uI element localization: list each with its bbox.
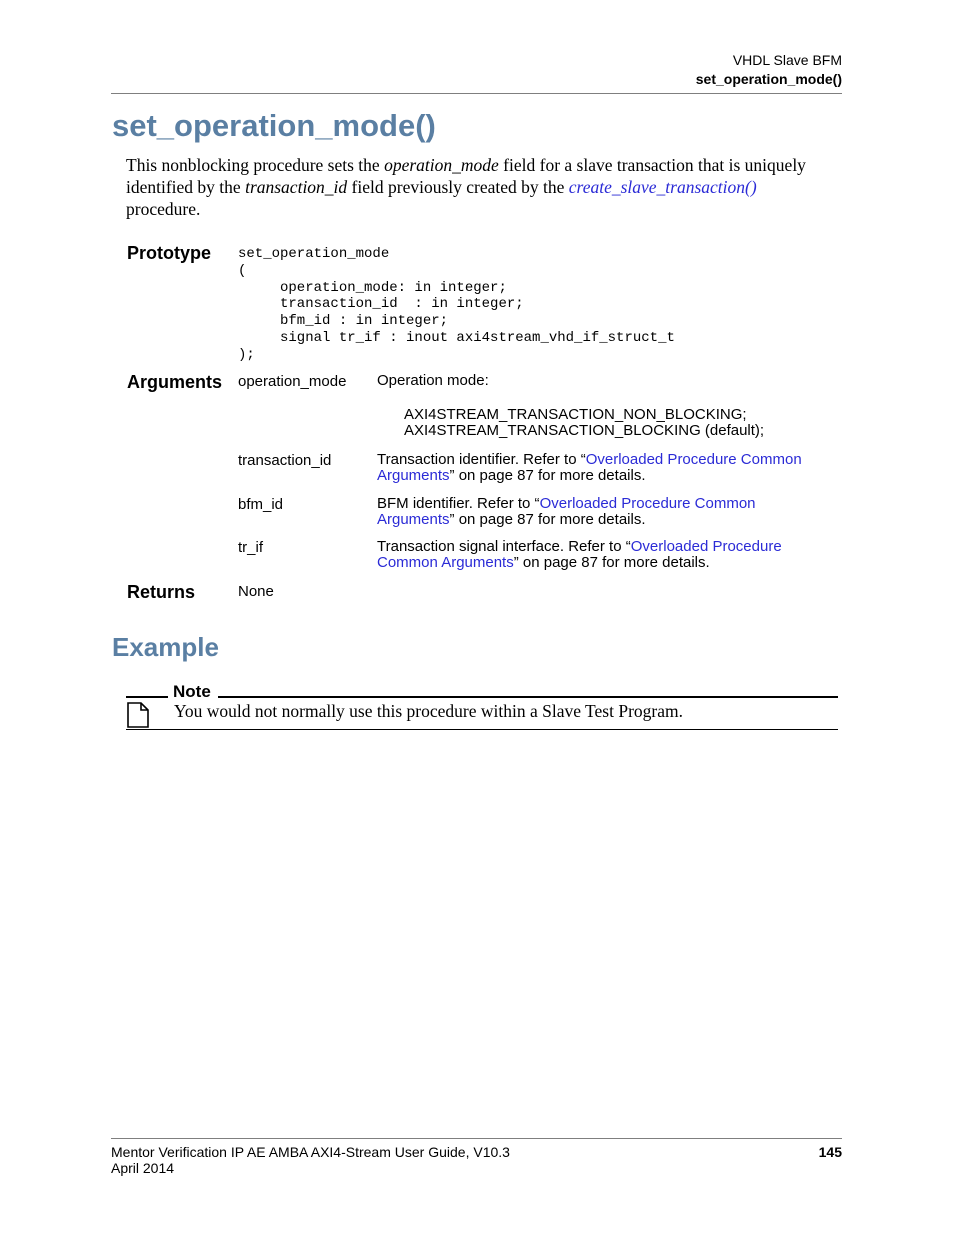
- arg-name-operation-mode: operation_mode: [238, 373, 347, 390]
- arguments-label: Arguments: [127, 372, 223, 392]
- note-text: You would not normally use this procedure within a Slave Test Program.: [174, 701, 683, 721]
- arg-desc-transaction-id: Transaction identifier. Refer to “Overloaded Procedure Common Arguments” on page 87 for more details.: [377, 451, 802, 484]
- arg-name-transaction-id: transaction_id: [238, 452, 332, 469]
- intro-paragraph: This nonblocking procedure sets the operation_mode field for a slave transaction that is uniquely identified by the transaction_id field previously created by the create_slave_transaction() procedure.: [126, 155, 806, 219]
- prototype-code: set_operation_mode ( operation_mode: in integer; transaction_id : in integer; bfm_id : in integer; signal tr_if : inout axi4stream_vhd_if_struct_t );: [238, 246, 675, 363]
- footer-date: April 2014: [111, 1160, 175, 1176]
- footer-rule: [111, 1138, 842, 1139]
- arg-desc-tr-if: Transaction signal interface. Refer to “Overloaded Procedure Common Arguments” on page 87 for more details.: [377, 538, 782, 571]
- note-rule-left: [126, 696, 168, 698]
- example-heading: Example: [112, 632, 219, 662]
- returns-value: None: [238, 583, 274, 600]
- note-title: Note: [173, 682, 211, 701]
- overloaded-args-link[interactable]: Overloaded Procedure Common Arguments: [377, 451, 802, 484]
- arg-desc-bfm-id: BFM identifier. Refer to “Overloaded Procedure Common Arguments” on page 87 for more details.: [377, 495, 756, 528]
- returns-label: Returns: [127, 582, 196, 602]
- note-bottom-rule: [126, 729, 838, 730]
- arg-name-tr-if: tr_if: [238, 539, 264, 556]
- operation-mode-value: AXI4STREAM_TRANSACTION_BLOCKING (default);: [404, 422, 765, 439]
- arg-name-bfm-id: bfm_id: [238, 496, 284, 513]
- footer-doc-info: [111, 1144, 510, 1176]
- prototype-label: Prototype: [127, 243, 212, 263]
- note-rule-right: [218, 696, 838, 698]
- operation-mode-value: AXI4STREAM_TRANSACTION_NON_BLOCKING;: [404, 406, 747, 423]
- running-header-subsection: set_operation_mode(): [695, 71, 842, 87]
- running-header-section: VHDL Slave BFM: [732, 52, 842, 68]
- header-rule: [111, 93, 842, 94]
- overloaded-args-link[interactable]: Overloaded Procedure Common Arguments: [377, 538, 782, 571]
- page-title: set_operation_mode(): [112, 108, 436, 143]
- create-slave-transaction-link[interactable]: create_slave_transaction(): [568, 177, 757, 197]
- note-page-icon: [127, 702, 149, 728]
- footer-doc-title: Mentor Verification IP AE AMBA AXI4-Stream User Guide, V10.3: [111, 1144, 510, 1160]
- page-number: 145: [818, 1144, 842, 1160]
- overloaded-args-link[interactable]: Overloaded Procedure Common Arguments: [377, 495, 756, 528]
- arg-desc-operation-mode: Operation mode: AXI4STREAM_TRANSACTION_NON_BLOCKING; AXI4STREAM_TRANSACTION_BLOCKING (default);: [377, 373, 827, 439]
